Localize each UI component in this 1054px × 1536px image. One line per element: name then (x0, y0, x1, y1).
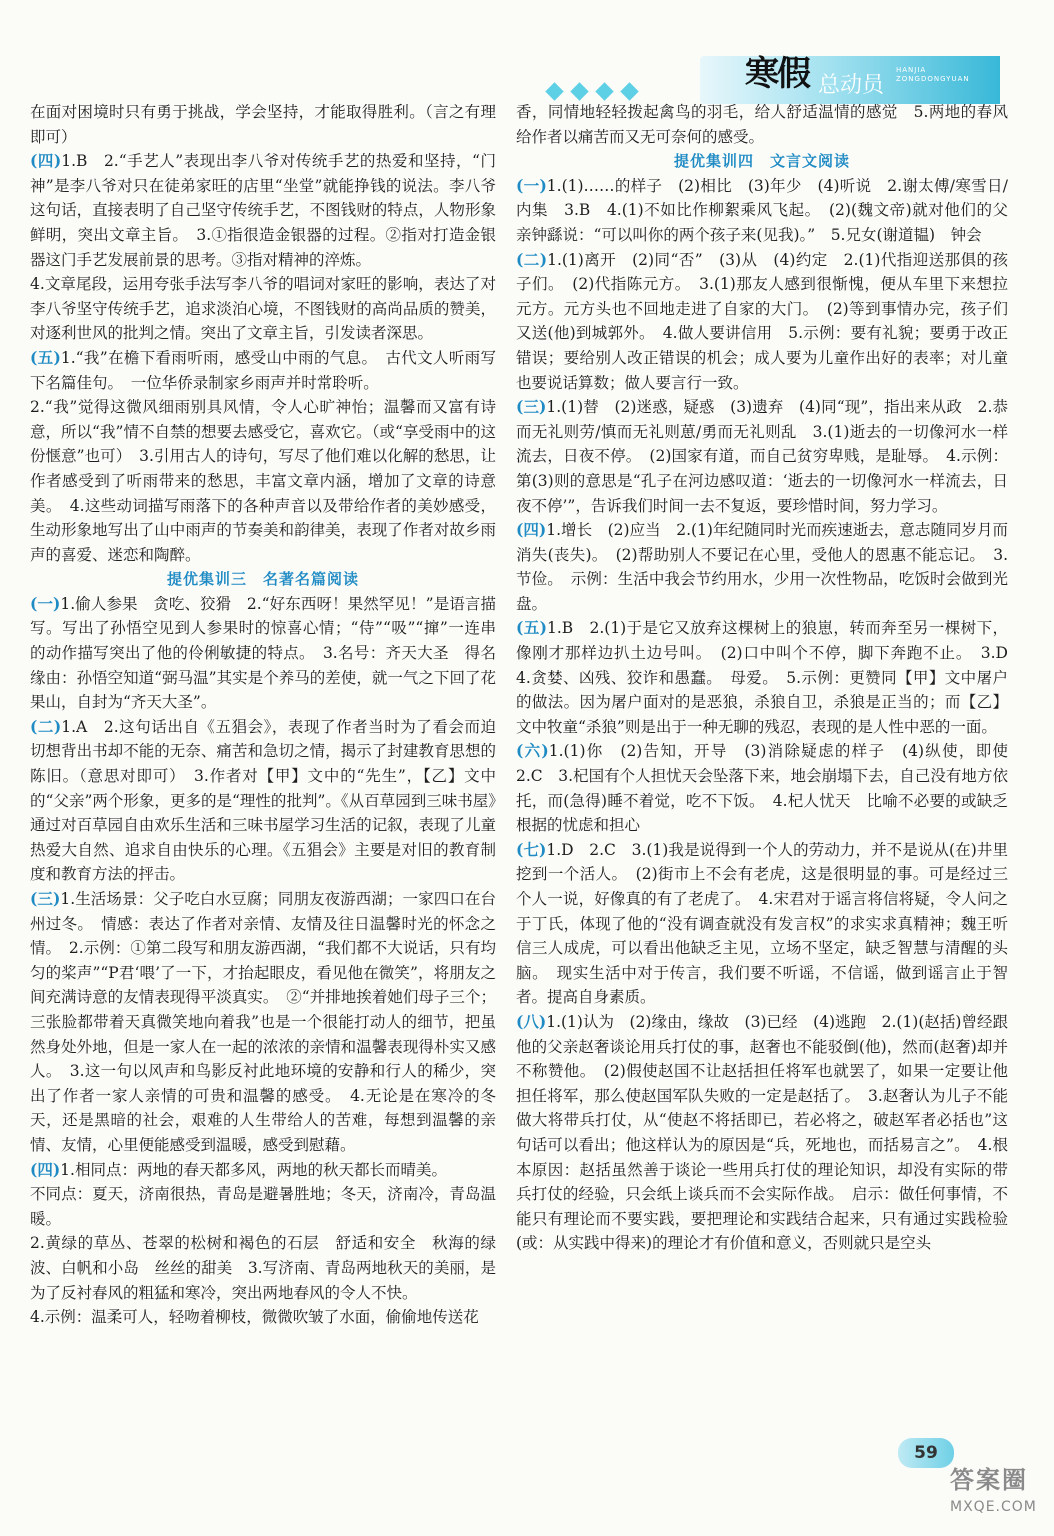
question-label: (五) (516, 618, 547, 638)
question-label: (八) (516, 1011, 547, 1031)
answer-paragraph (30, 346, 496, 395)
answer-paragraph (516, 100, 1008, 149)
answer-paragraph (30, 592, 496, 715)
question-label: (三) (30, 889, 61, 908)
right-column (516, 100, 1024, 1256)
question-label: (三) (516, 397, 547, 417)
answer-paragraph (516, 739, 1024, 837)
answer-paragraph (30, 1158, 496, 1183)
answer-text: 1.D 2.C 3.(1)我是说得到一个人的劳动力，并不是说从(在)井里挖到一个活人。 (2)街市上不会有老虎，这是很明显的事。可是经过三个人一说，好像真的有了老虎了。 4.宋君对于谣言将信将疑，令人问之于丁氏，体现了他的“没有调查就没有发言权”的求实求真精神；魏王听信三人成虎，可以看出他缺乏主见，立场不坚定，缺乏智慧与清醒的头脑。 现实生活中对于传言，我们要不听谣，不信谣，做到谣言止于智者。提高自身素质。 (516, 840, 1008, 1007)
answer-text: 1.B 2.(1)于是它又放弃这棵树上的狼崽，转而奔至另一棵树下，像刚才那样边扒土边号叫。 (2)口中叫个不停，脚下奔跑不止。 3.D 4.贪婪、凶残、狡诈和愚蠢。 母爱。 5.示例：更赞同【甲】文中屠户的做法。因为屠户面对的是恶狼，杀狼自卫，杀狼是正当的；而【乙】文中牧童“杀狼”则是出于一种无聊的残忍，表现的是人性中恶的一面。 (516, 619, 1024, 736)
answer-paragraph (30, 1231, 496, 1305)
brand-pinyin (896, 66, 970, 84)
answer-paragraph (30, 1182, 496, 1231)
question-label: (四) (30, 151, 62, 171)
question-label: (四) (516, 520, 547, 540)
answer-paragraph (516, 838, 1008, 1010)
answer-paragraph (30, 887, 496, 1158)
answer-text: 4.文章尾段，运用夸张手法写李八爷的唱词对家旺的影响，表达了对李八爷坚守传统手艺，追求淡泊心境，不图钱财的高尚品质的赞美，对逐利世风的批判之情。突出了文章主旨，引发读者深思。 (30, 275, 496, 343)
answer-text: 2.“我”觉得这微风细雨别具风情，令人心旷神怡；温馨而又富有诗意，所以“我”情不自禁的想要去感受它，喜欢它。（或“享受雨中的这份惬意”也可） 3.引用古人的诗句，写尽了他们难以化解的愁思，让作者感受到了听雨带来的愁思，丰富文章内涵，增加了文章的诗意美。 4.这些动词描写雨落下的各种声音以及带给作者的美妙感受，生动形象地写出了山中雨声的节奏美和韵律美，表现了作者对故乡雨声的喜爱、迷恋和陶醉。 (30, 398, 496, 564)
answer-paragraph (30, 149, 496, 272)
section-title: 提优集训三 名著名篇阅读 (166, 570, 359, 589)
answer-text: 1.B 2.“手艺人”表现出李八爷对传统手艺的热爱和坚持，“门神”是李八爷对只在徒弟家旺的店里“坐堂”就能挣钱的说法。李八爷这句话，直接表明了自己坚守传统手艺，不图钱财的特点，人物形象鲜明，突出文章主旨。 3.①指很造金银器的过程。②指对打造金银器这门手艺发展前景的思考。③指对精神的淬炼。 (30, 152, 496, 269)
answer-paragraph (30, 715, 496, 887)
answer-text: 1.(1)认为 (2)缘由，缘故 (3)已经 (4)逃跑 2.(1)(赵括)曾经跟他的父亲赵奢谈论用兵打仗的事，赵奢也不能驳倒(他)，然而(赵奢)却并不称赞他。 (2)假使赵国不让赵括担任将军也就罢了，如果一定要让他担任将军，那么使赵国军队失败的一定是赵括了。 3.赵奢认为儿子不能做大将带兵打仗，从“使赵不将括即已，若必将之，破赵军者必括也”这句话可以看出；他这样认为的原因是“兵，死地也，而括易言之”。 4.根本原因：赵括虽然善于谈论一些用兵打仗的理论知识，却没有实际的带兵打仗的经验，只会纸上谈兵而不会实际作战。 启示：做任何事情，不能只有理论而不要实践，要把理论和实践结合起来，只有通过实践检验(或：从实践中得来)的理论才有价值和意义，否则就只是空头 (516, 1012, 1009, 1253)
diamond-ornament (595, 82, 613, 100)
answer-text: 不同点：夏天，济南很热，青岛是避暑胜地；冬天，济南冷，青岛温暖。 (30, 1185, 496, 1228)
answer-text: 1.相同点：两地的春天都多风，两地的秋天都长而晴美。 (60, 1160, 447, 1179)
left-column (30, 100, 496, 1330)
watermark (950, 1460, 1050, 1526)
answer-text: 在面对困境时只有勇于挑战，学会坚持，才能取得胜利。（言之有理即可） (30, 103, 496, 146)
answer-paragraph (516, 1010, 1008, 1256)
answer-text: 4.示例：温柔可人，轻吻着柳枝，微微吹皱了水面，偷偷地传送花 (30, 1308, 479, 1327)
brand-pinyin-line: HANJIA (896, 66, 927, 74)
answer-paragraph (30, 1305, 496, 1330)
answer-paragraph (516, 518, 1008, 616)
brand-subtitle: 总动员 (818, 73, 885, 98)
question-label: (四) (30, 1159, 61, 1179)
question-label: (二) (516, 249, 548, 269)
answer-text: 1.(1)替 (2)迷惑，疑惑 (3)遗弃 (4)同“现”，指出来从政 2.恭而无礼则劳/慎而无礼则葸/勇而无礼则乱 3.(1)逝去的一切像河水一样流去，日夜不停。 (2)国家有道，而自己贫穷卑贱，是耻辱。 4.示例：第(3)则的意思是“孔子在河边感叹道：‘逝去的一切像河水一样流去，日夜不停’”，告诉我们时间一去不复返，要珍惜时间，努力学习。 (516, 398, 1008, 515)
question-label: (七) (516, 839, 547, 859)
answer-text: 1.A 2.这句话出自《五猖会》，表现了作者当时为了看会而迫切想背出书却不能的无奈、痛苦和急切之情，揭示了封建教育思想的陈旧。（意思对即可） 3.作者对【甲】文中的“先生”，【乙】文中的“父亲”两个形象，更多的是“理性的批判”。《从百草园到三味书屋》通过对百草园自由欢乐生活和三味书屋学习生活的记叙，表现了儿童热爱大自然、追求自由快乐的心理。《五猖会》主要是对旧的教育制度和教育方法的抨击。 (30, 717, 496, 884)
diamond-ornament (620, 82, 638, 100)
answer-text: 2.黄绿的草丛、苍翠的松树和褐色的石层 舒适和安全 秋海的绿波、白帆和小岛 丝丝的甜美 3.写济南、青岛两地秋天的美丽，是为了反衬春风的粗猛和寒冷，突出两地春风的令人不快。 (30, 1234, 496, 1302)
answer-text: 1.(1)……的样子 (2)相比 (3)年少 (4)听说 2.谢太傅/寒雪日/内集 3.B 4.(1)不如比作柳絮乘风飞起。 (2)(魏文帝)就对他们的父亲钟繇说：“可以叫你的两个孩子来(见我)。” 5.兄女(谢道韫) 钟会 (516, 176, 1008, 244)
answer-paragraph (30, 100, 496, 149)
brand-pinyin-line: ZONGDONGYUAN (896, 75, 970, 83)
answer-text: 1.偷人参果 贪吃、狡猾 2.“好东西呀！果然罕见！”是语言描写。写出了孙悟空见到人参果时的惊喜心情；“侍”“吸”“撺”一连串的动作描写突出了他的伶俐敏捷的特点。 3.名号：齐天大圣 得名缘由：孙悟空知道“弼马温”其实是个养马的差使，就一气之下回了花果山，自封为“齐天大圣”。 (30, 594, 496, 712)
diamond-ornament (545, 82, 563, 100)
question-label: (二) (30, 716, 62, 736)
answer-paragraph (516, 248, 1008, 396)
answer-text: 1.“我”在檐下看雨听雨，感受山中雨的气息。 古代文人听雨写下名篇佳句。 一位华侨录制家乡雨声并时常聆听。 (30, 348, 497, 392)
question-label: (五) (30, 347, 61, 367)
watermark-logo-text: 答案圈 (950, 1466, 1028, 1494)
answer-paragraph (516, 616, 1024, 739)
answer-paragraph (30, 395, 496, 567)
answer-paragraph (516, 395, 1008, 518)
answer-text: 1.(1)你 (2)告知，开导 (3)消除疑虑的样子 (4)纵使，即使 2.C 3.杞国有个人担忧天会坠落下来，地会崩塌下去，自己没有地方依托，而(急得)睡不着觉，吃不下饭。 4.杞人忧天 比喻不必要的或缺乏根据的忧虑和担心 (516, 742, 1024, 835)
answer-text: 1.增长 (2)应当 2.(1)年纪随同时光而疾速逝去，意志随同岁月而消失(丧失)。 (2)帮助别人不要记在心里，受他人的恩惠不能忘记。 3.节俭。 示例：生活中我会节约用水，少用一次性物品，吃饭时会做到光盘。 (516, 521, 1008, 613)
diamond-ornament (570, 82, 588, 100)
watermark-url: MXQE.COM (950, 1499, 1037, 1515)
question-label: (一) (30, 593, 61, 613)
answer-paragraph (30, 272, 496, 346)
question-label: (六) (516, 741, 549, 761)
answer-paragraph (516, 174, 1008, 248)
question-label: (一) (516, 175, 547, 195)
answer-text: 1.生活场景：父子吃白水豆腐；同朋友夜游西湖；一家四口在台州过冬。 情感：表达了作者对亲情、友情及往日温馨时光的怀念之情。 2.示例：①第二段写和朋友游西湖，“我们都不大说话，只有均匀的桨声”“P君‘喂’了一下，才抬起眼皮，看见他在微笑”，将朋友之间充满诗意的友情表现得平淡真实。 ②“并排地挨着她们母子三个；三张脸都带着天真微笑地向着我”也是一个很能打动人的细节，把虽然身处外地，但是一家人在一起的浓浓的亲情和温馨表现得朴实又感人。 3.这一句以风声和鸟影反衬此地环境的安静和行人的稀少，突出了作者一家人亲情的可贵和温馨的感受。 4.无论是在寒冷的冬天，还是黑暗的社会，艰难的人生带给人的苦难，每想到温馨的亲情、友情，心里便能感受到温暖，感受到慰藉。 (30, 890, 496, 1154)
page-number: 59 (898, 1438, 954, 1468)
answer-text: 香，同情地轻轻拨起禽鸟的羽毛，给人舒适温情的感觉 5.两地的春风给作者以痛苦而又无可奈何的感受。 (516, 103, 1008, 146)
brand-title: 寒假 (745, 54, 809, 94)
section-title: 提优集训四 文言文阅读 (673, 152, 850, 171)
answer-text: 1.(1)离开 (2)同“否” (3)从 (4)约定 2.(1)代指迎送那俱的孩子们。 (2)代指陈元方。 3.(1)那友人感到很惭愧，便从车里下来想拉元方。元方头也不回地走进了自家的大门。 (2)等到事情办完，孩子们又送(他)到城郭外。 4.做人要讲信用 5.示例：要有礼貌；要勇于改正错误；要给别人改正错误的机会；成人要为儿童作出好的表率；对儿童也要说话算数；做人要言行一致。 (516, 250, 1008, 392)
